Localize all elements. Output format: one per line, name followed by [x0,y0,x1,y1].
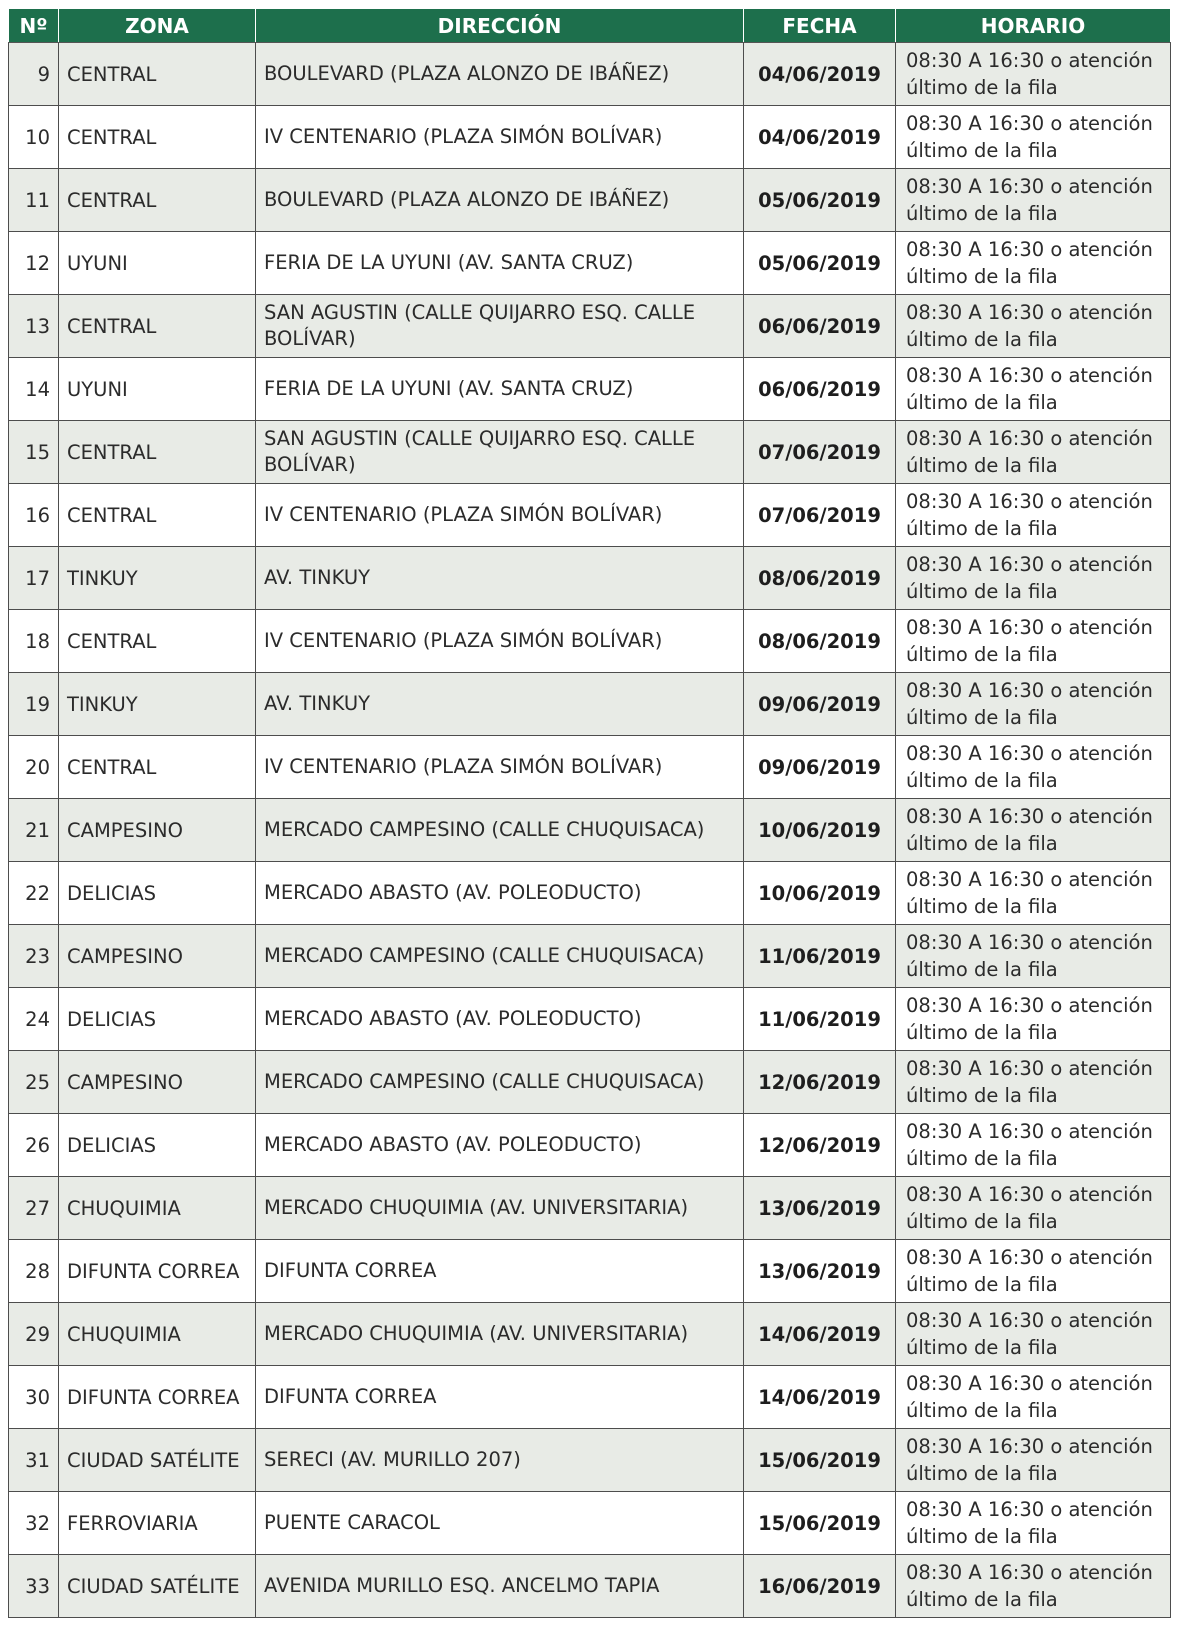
cell-fecha: 05/06/2019 [744,232,896,295]
cell-no: 15 [9,421,59,484]
cell-direccion: MERCADO CAMPESINO (CALLE CHUQUISACA) [256,799,744,862]
cell-direccion: IV CENTENARIO (PLAZA SIMÓN BOLÍVAR) [256,106,744,169]
cell-direccion: IV CENTENARIO (PLAZA SIMÓN BOLÍVAR) [256,610,744,673]
cell-fecha: 14/06/2019 [744,1366,896,1429]
cell-zona: TINKUY [59,673,256,736]
cell-no: 29 [9,1303,59,1366]
cell-fecha: 15/06/2019 [744,1429,896,1492]
cell-no: 14 [9,358,59,421]
table-row [9,169,1171,232]
cell-zona: CENTRAL [59,169,256,232]
cell-fecha: 12/06/2019 [744,1114,896,1177]
cell-zona: DELICIAS [59,1114,256,1177]
cell-no: 17 [9,547,59,610]
table-row [9,106,1171,169]
cell-direccion: BOULEVARD (PLAZA ALONZO DE IBÁÑEZ) [256,43,744,106]
cell-no: 12 [9,232,59,295]
cell-direccion: FERIA DE LA UYUNI (AV. SANTA CRUZ) [256,358,744,421]
table-row [9,1114,1171,1177]
cell-direccion: AV. TINKUY [256,673,744,736]
cell-fecha: 10/06/2019 [744,862,896,925]
cell-no: 26 [9,1114,59,1177]
header-no: Nº [9,9,59,43]
cell-horario: 08:30 A 16:30 o atención último de la fila [896,484,1171,547]
cell-direccion: BOULEVARD (PLAZA ALONZO DE IBÁÑEZ) [256,169,744,232]
cell-direccion: MERCADO ABASTO (AV. POLEODUCTO) [256,1114,744,1177]
cell-zona: DELICIAS [59,988,256,1051]
table-row [9,1051,1171,1114]
cell-direccion: PUENTE CARACOL [256,1492,744,1555]
cell-no: 33 [9,1555,59,1618]
cell-no: 23 [9,925,59,988]
table-row [9,799,1171,862]
cell-horario: 08:30 A 16:30 o atención último de la fila [896,862,1171,925]
table-row [9,421,1171,484]
table-row [9,862,1171,925]
table-row [9,610,1171,673]
cell-no: 19 [9,673,59,736]
cell-fecha: 06/06/2019 [744,295,896,358]
cell-horario: 08:30 A 16:30 o atención último de la fila [896,547,1171,610]
cell-zona: CAMPESINO [59,1051,256,1114]
cell-zona: CENTRAL [59,610,256,673]
cell-zona: CENTRAL [59,43,256,106]
cell-horario: 08:30 A 16:30 o atención último de la fila [896,1366,1171,1429]
cell-fecha: 11/06/2019 [744,988,896,1051]
cell-zona: CIUDAD SATÉLITE [59,1555,256,1618]
cell-fecha: 08/06/2019 [744,610,896,673]
cell-no: 22 [9,862,59,925]
table-row [9,673,1171,736]
cell-direccion: MERCADO CHUQUIMIA (AV. UNIVERSITARIA) [256,1303,744,1366]
cell-no: 28 [9,1240,59,1303]
cell-zona: CENTRAL [59,106,256,169]
cell-fecha: 09/06/2019 [744,673,896,736]
cell-fecha: 13/06/2019 [744,1177,896,1240]
cell-horario: 08:30 A 16:30 o atención último de la fila [896,1303,1171,1366]
cell-direccion: FERIA DE LA UYUNI (AV. SANTA CRUZ) [256,232,744,295]
table-row [9,1429,1171,1492]
cell-zona: DELICIAS [59,862,256,925]
cell-fecha: 05/06/2019 [744,169,896,232]
cell-fecha: 07/06/2019 [744,421,896,484]
cell-direccion: AVENIDA MURILLO ESQ. ANCELMO TAPIA [256,1555,744,1618]
cell-horario: 08:30 A 16:30 o atención último de la fila [896,1177,1171,1240]
cell-no: 9 [9,43,59,106]
cell-direccion: MERCADO CAMPESINO (CALLE CHUQUISACA) [256,925,744,988]
cell-horario: 08:30 A 16:30 o atención último de la fila [896,736,1171,799]
cell-no: 24 [9,988,59,1051]
cell-no: 20 [9,736,59,799]
table-row [9,736,1171,799]
cell-zona: DIFUNTA CORREA [59,1240,256,1303]
table-row [9,295,1171,358]
table-row [9,1240,1171,1303]
cell-horario: 08:30 A 16:30 o atención último de la fila [896,43,1171,106]
cell-fecha: 09/06/2019 [744,736,896,799]
cell-horario: 08:30 A 16:30 o atención último de la fila [896,358,1171,421]
cell-direccion: MERCADO ABASTO (AV. POLEODUCTO) [256,988,744,1051]
cell-horario: 08:30 A 16:30 o atención último de la fila [896,169,1171,232]
cell-horario: 08:30 A 16:30 o atención último de la fila [896,421,1171,484]
header-fecha: FECHA [744,9,896,43]
cell-direccion: MERCADO ABASTO (AV. POLEODUCTO) [256,862,744,925]
table-row [9,1492,1171,1555]
cell-zona: TINKUY [59,547,256,610]
cell-direccion: IV CENTENARIO (PLAZA SIMÓN BOLÍVAR) [256,484,744,547]
cell-fecha: 06/06/2019 [744,358,896,421]
header-horario: HORARIO [896,9,1171,43]
header-direccion: DIRECCIÓN [256,9,744,43]
cell-zona: CIUDAD SATÉLITE [59,1429,256,1492]
cell-fecha: 11/06/2019 [744,925,896,988]
table-row [9,1303,1171,1366]
cell-fecha: 08/06/2019 [744,547,896,610]
header-row [9,9,1171,43]
cell-direccion: SAN AGUSTIN (CALLE QUIJARRO ESQ. CALLE BOLÍVAR) [256,421,744,484]
cell-horario: 08:30 A 16:30 o atención último de la fila [896,1492,1171,1555]
cell-no: 13 [9,295,59,358]
cell-fecha: 15/06/2019 [744,1492,896,1555]
table-row [9,1366,1171,1429]
cell-direccion: MERCADO CHUQUIMIA (AV. UNIVERSITARIA) [256,1177,744,1240]
cell-zona: UYUNI [59,232,256,295]
cell-horario: 08:30 A 16:30 o atención último de la fila [896,1240,1171,1303]
cell-zona: CENTRAL [59,295,256,358]
cell-horario: 08:30 A 16:30 o atención último de la fila [896,1051,1171,1114]
cell-horario: 08:30 A 16:30 o atención último de la fila [896,1114,1171,1177]
cell-zona: CAMPESINO [59,925,256,988]
cell-fecha: 14/06/2019 [744,1303,896,1366]
table-row [9,547,1171,610]
table-row [9,232,1171,295]
cell-zona: CENTRAL [59,484,256,547]
cell-horario: 08:30 A 16:30 o atención último de la fila [896,673,1171,736]
cell-zona: CENTRAL [59,421,256,484]
cell-horario: 08:30 A 16:30 o atención último de la fila [896,799,1171,862]
cell-zona: CHUQUIMIA [59,1177,256,1240]
cell-fecha: 04/06/2019 [744,43,896,106]
table-row [9,358,1171,421]
cell-fecha: 12/06/2019 [744,1051,896,1114]
cell-direccion: SAN AGUSTIN (CALLE QUIJARRO ESQ. CALLE BOLÍVAR) [256,295,744,358]
cell-no: 16 [9,484,59,547]
cell-zona: CHUQUIMIA [59,1303,256,1366]
cell-direccion: IV CENTENARIO (PLAZA SIMÓN BOLÍVAR) [256,736,744,799]
cell-no: 31 [9,1429,59,1492]
cell-horario: 08:30 A 16:30 o atención último de la fila [896,232,1171,295]
cell-fecha: 10/06/2019 [744,799,896,862]
cell-fecha: 13/06/2019 [744,1240,896,1303]
schedule-table [8,8,1171,1618]
cell-no: 27 [9,1177,59,1240]
cell-no: 11 [9,169,59,232]
cell-direccion: AV. TINKUY [256,547,744,610]
table-body [9,43,1171,1618]
table-row [9,1177,1171,1240]
cell-fecha: 04/06/2019 [744,106,896,169]
table-row [9,1555,1171,1618]
cell-fecha: 07/06/2019 [744,484,896,547]
header-zona: ZONA [59,9,256,43]
cell-horario: 08:30 A 16:30 o atención último de la fila [896,106,1171,169]
cell-direccion: DIFUNTA CORREA [256,1240,744,1303]
cell-horario: 08:30 A 16:30 o atención último de la fila [896,1429,1171,1492]
cell-horario: 08:30 A 16:30 o atención último de la fila [896,988,1171,1051]
cell-no: 25 [9,1051,59,1114]
cell-zona: CENTRAL [59,736,256,799]
cell-zona: UYUNI [59,358,256,421]
cell-direccion: MERCADO CAMPESINO (CALLE CHUQUISACA) [256,1051,744,1114]
cell-fecha: 16/06/2019 [744,1555,896,1618]
cell-no: 18 [9,610,59,673]
cell-zona: CAMPESINO [59,799,256,862]
table-row [9,43,1171,106]
cell-direccion: DIFUNTA CORREA [256,1366,744,1429]
table-row [9,925,1171,988]
cell-horario: 08:30 A 16:30 o atención último de la fila [896,925,1171,988]
cell-no: 30 [9,1366,59,1429]
cell-horario: 08:30 A 16:30 o atención último de la fila [896,610,1171,673]
cell-no: 21 [9,799,59,862]
table-row [9,988,1171,1051]
table-header [9,9,1171,43]
cell-no: 32 [9,1492,59,1555]
cell-horario: 08:30 A 16:30 o atención último de la fila [896,1555,1171,1618]
cell-no: 10 [9,106,59,169]
cell-zona: DIFUNTA CORREA [59,1366,256,1429]
cell-direccion: SERECI (AV. MURILLO 207) [256,1429,744,1492]
cell-zona: FERROVIARIA [59,1492,256,1555]
cell-horario: 08:30 A 16:30 o atención último de la fila [896,295,1171,358]
table-row [9,484,1171,547]
